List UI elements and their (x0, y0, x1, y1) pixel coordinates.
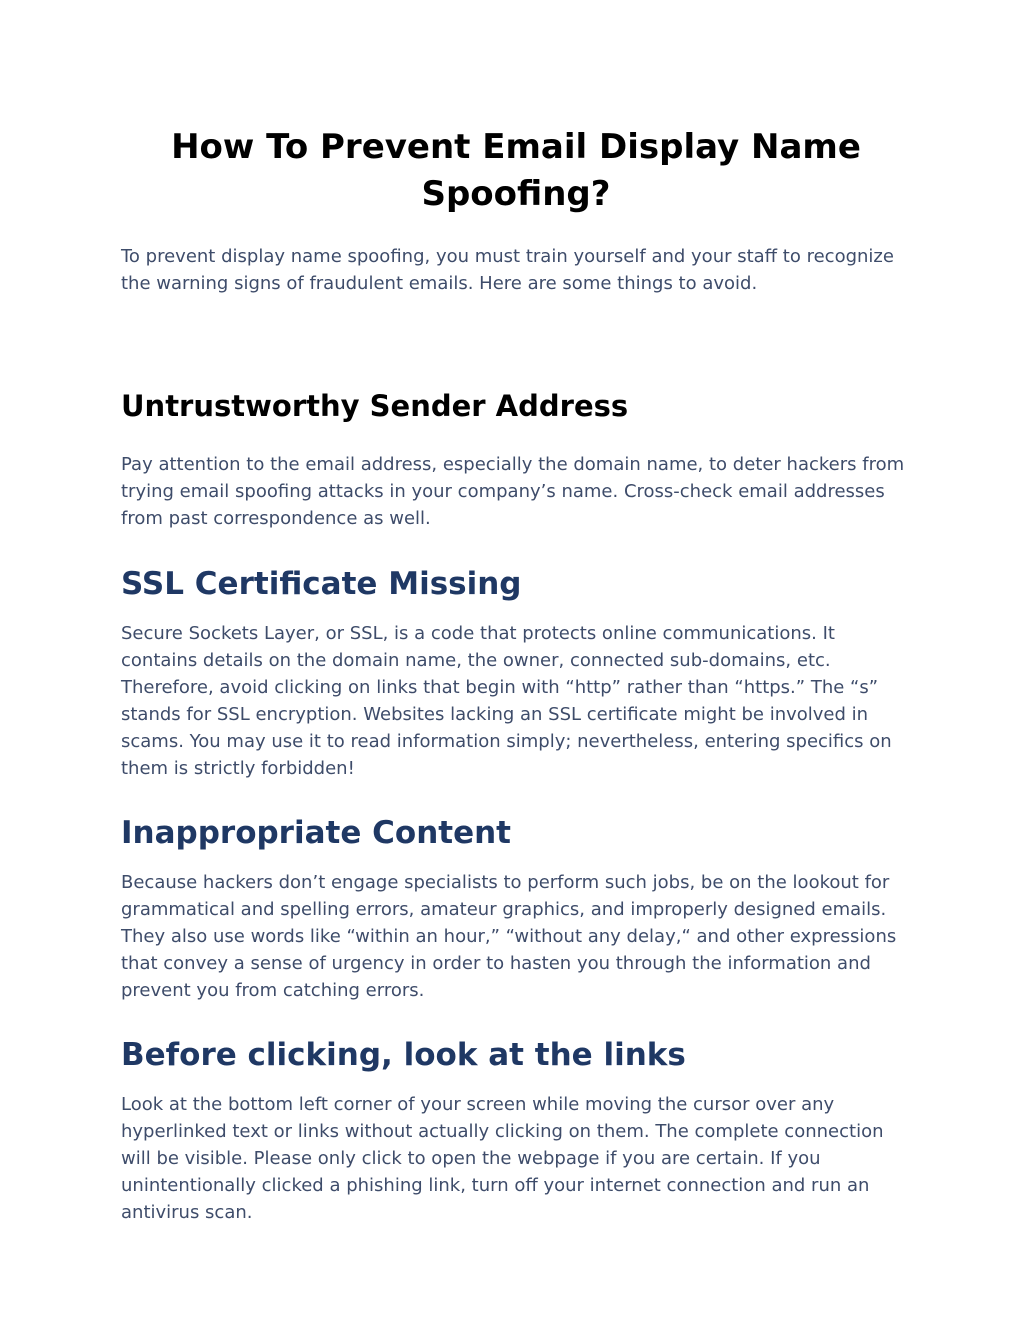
section-body-sender-address: Pay attention to the email address, especially the domain name, to deter hackers from trying email spoofing attacks in your company’s name. Cross-check email addresses from past correspondence as well. (121, 454, 905, 529)
section-body-links: Look at the bottom left corner of your screen while moving the cursor over any hyperlinked text or links without actually clicking on them. The complete connection will be visible. Please only click to open the webpage if you are certain. If you unintentionally clicked a phishing link, turn off your internet connection and run an antivirus scan. (121, 1094, 884, 1223)
section-heading-ssl: SSL Certificate Missing (121, 566, 522, 602)
section-heading-content: Inappropriate Content (121, 815, 511, 851)
section-heading-sender-address: Untrustworthy Sender Address (121, 389, 629, 423)
page-title-line-2: Spoofing? (421, 174, 611, 214)
page-title (81, 124, 951, 218)
section-body-ssl: Secure Sockets Layer, or SSL, is a code that protects online communications. It contains details on the domain name, the owner, connected sub-domains, etc. Therefore, avoid clicking on links that begin with “http” rather than “https.” The “s” stands for SSL encryption. Websites lacking an SSL certificate might be involved in scams. You may use it to read information simply; nevertheless, entering specifics on them is strictly forbidden! (121, 623, 892, 779)
section-heading-links: Before clicking, look at the links (121, 1037, 686, 1073)
section-body-content: Because hackers don’t engage specialists to perform such jobs, be on the lookout for grammatical and spelling errors, amateur graphics, and improperly designed emails. They also use words like “within an hour,” “without any delay,“ and other expressions that convey a sense of urgency in order to hasten you through the information and prevent you from catching errors. (121, 872, 897, 1001)
intro-paragraph: To prevent display name spoofing, you must train yourself and your staff to recognize the warning signs of fraudulent emails. Here are some things to avoid. (121, 246, 894, 294)
page-title-line-1: How To Prevent Email Display Name (171, 127, 861, 167)
